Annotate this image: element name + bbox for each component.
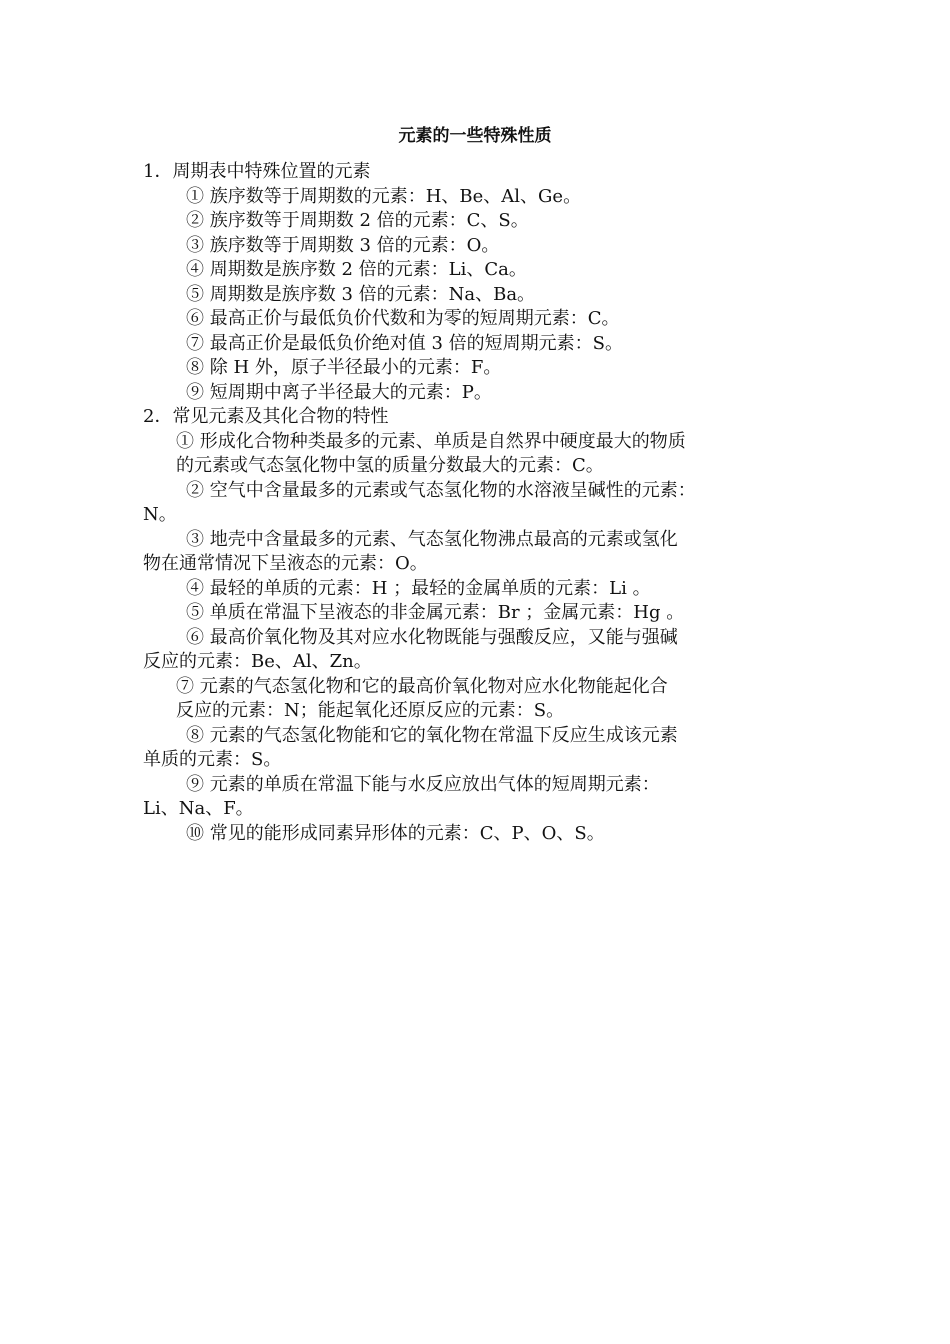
section-heading-1: 1．周期表中特殊位置的元素 <box>143 161 371 182</box>
list-item-2-3-cont: 物在通常情况下呈液态的元素：O。 <box>143 553 428 574</box>
list-item-2-6: ⑥ 最高价氧化物及其对应水化物既能与强酸反应，又能与强碱 <box>186 626 678 648</box>
list-item-1-5: ⑤ 周期数是族序数 3 倍的元素：Na、Ba。 <box>186 283 536 305</box>
list-item-2-2-cont: N。 <box>143 504 177 525</box>
list-item-2-10: ⑩ 常见的能形成同素异形体的元素：C、P、O、S。 <box>186 822 605 844</box>
list-item-1-3: ③ 族序数等于周期数 3 倍的元素：O。 <box>186 234 500 256</box>
list-item-1-6: ⑥ 最高正价与最低负价代数和为零的短周期元素：C。 <box>186 308 620 329</box>
list-item-2-3: ③ 地壳中含量最多的元素、气态氢化物沸点最高的元素或氢化 <box>186 528 678 550</box>
list-item-1-7: ⑦ 最高正价是最低负价绝对值 3 倍的短周期元素：S。 <box>186 332 623 354</box>
list-item-1-4: ④ 周期数是族序数 2 倍的元素：Li、Ca。 <box>186 259 527 280</box>
list-item-2-2: ② 空气中含量最多的元素或气态氢化物的水溶液呈碱性的元素： <box>186 479 696 501</box>
list-item-2-7-cont: 反应的元素：N；能起氧化还原反应的元素：S。 <box>176 700 565 721</box>
document-title: 元素的一些特殊性质 <box>398 126 552 146</box>
list-item-1-1: ① 族序数等于周期数的元素：H、Be、Al、Ge。 <box>186 185 582 207</box>
document-body <box>143 160 823 846</box>
section-heading-2: 2．常见元素及其化合物的特性 <box>143 406 389 427</box>
list-item-2-4: ④ 最轻的单质的元素：H ；最轻的金属单质的元素：Li 。 <box>186 577 651 599</box>
list-item-1-8: ⑧ 除 H 外，原子半径最小的元素：F。 <box>186 357 502 378</box>
list-item-2-6-cont: 反应的元素：Be、Al、Zn。 <box>143 651 372 672</box>
list-item-2-8-cont: 单质的元素：S。 <box>143 749 282 770</box>
list-item-1-9: ⑨ 短周期中离子半径最大的元素：P。 <box>186 381 492 403</box>
list-item-2-7: ⑦ 元素的气态氢化物和它的最高价氧化物对应水化物能起化合 <box>176 675 668 697</box>
list-item-2-9: ⑨ 元素的单质在常温下能与水反应放出气体的短周期元素： <box>186 773 660 795</box>
list-item-2-9-cont: Li、Na、F。 <box>143 798 254 819</box>
list-item-1-2: ② 族序数等于周期数 2 倍的元素：C、S。 <box>186 210 529 231</box>
list-item-2-8: ⑧ 元素的气态氢化物能和它的氧化物在常温下反应生成该元素 <box>186 724 678 746</box>
list-item-2-5: ⑤ 单质在常温下呈液态的非金属元素：Br ；金属元素：Hg 。 <box>186 602 685 623</box>
list-item-2-1-cont: 的元素或气态氢化物中氢的质量分数最大的元素：C。 <box>176 455 604 476</box>
list-item-2-1: ① 形成化合物种类最多的元素、单质是自然界中硬度最大的物质 <box>176 430 686 452</box>
